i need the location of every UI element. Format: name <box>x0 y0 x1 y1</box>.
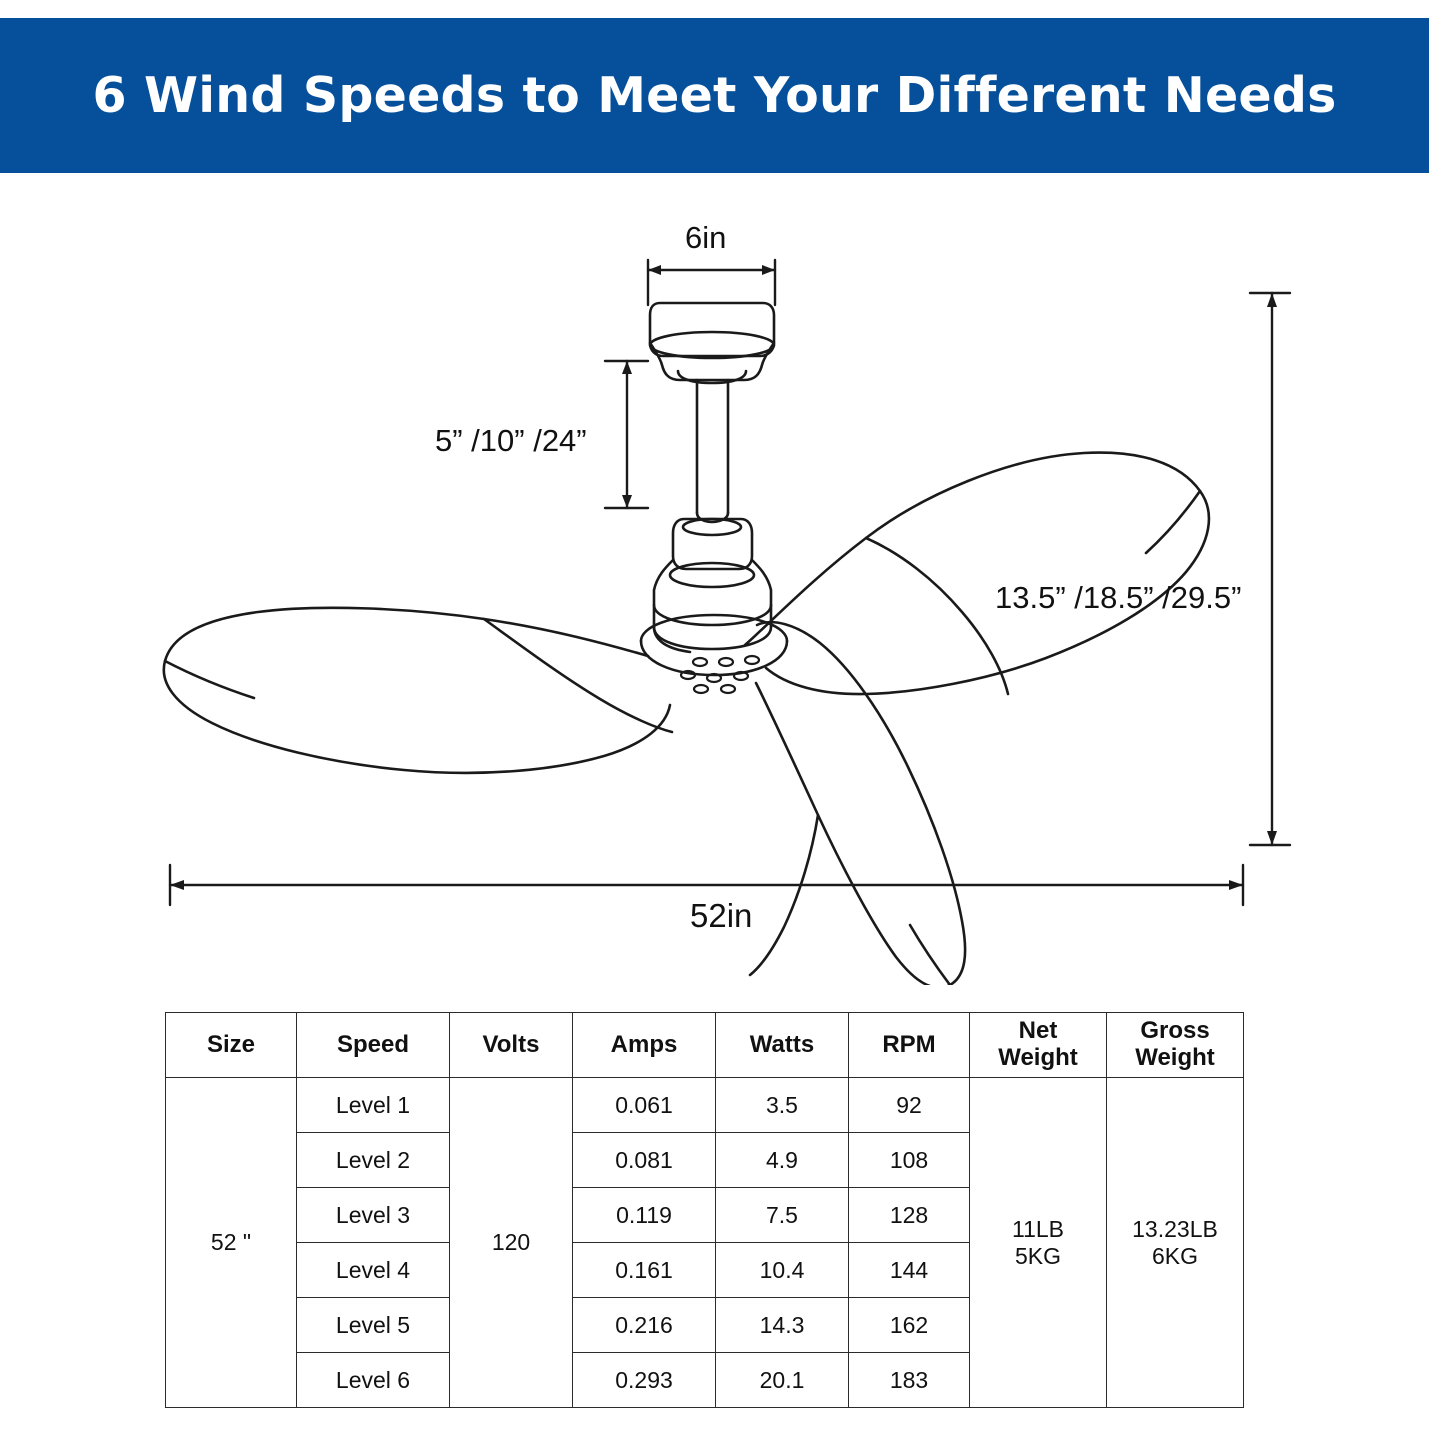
cell-amps: 0.161 <box>573 1243 716 1298</box>
fan-blade-lower-right <box>750 622 965 985</box>
table-header-row <box>166 1013 1244 1078</box>
header-net-weight-line1: Net <box>1018 1017 1058 1045</box>
fan-dimension-diagram <box>0 175 1429 985</box>
cell-amps: 0.293 <box>573 1353 716 1408</box>
cell-amps: 0.081 <box>573 1133 716 1188</box>
label-canopy-width: 6in <box>685 220 727 255</box>
cell-gross-weight <box>1107 1078 1244 1408</box>
header-rpm: RPM <box>849 1013 970 1078</box>
cell-volts: 120 <box>450 1078 573 1408</box>
fan-blade-left <box>164 608 672 773</box>
cell-speed: Level 5 <box>297 1298 450 1353</box>
header-watts: Watts <box>716 1013 849 1078</box>
cell-rpm: 183 <box>849 1353 970 1408</box>
cell-amps: 0.119 <box>573 1188 716 1243</box>
cell-amps: 0.216 <box>573 1298 716 1353</box>
header-net-weight <box>970 1013 1107 1078</box>
dimension-downrod-length <box>605 361 648 508</box>
cell-watts: 20.1 <box>716 1353 849 1408</box>
table-row <box>166 1078 1244 1133</box>
cell-watts: 4.9 <box>716 1133 849 1188</box>
page-title: 6 Wind Speeds to Meet Your Different Needs <box>92 67 1337 124</box>
header-volts: Volts <box>450 1013 573 1078</box>
cell-speed: Level 6 <box>297 1353 450 1408</box>
net-weight-kg: 5KG <box>1014 1242 1062 1269</box>
gross-weight-kg: 6KG <box>1151 1242 1199 1269</box>
cell-size: 52 " <box>166 1078 297 1408</box>
specifications-table-wrapper <box>165 1012 1235 1408</box>
fan-canopy <box>650 303 774 383</box>
header-amps: Amps <box>573 1013 716 1078</box>
gross-weight-lb: 13.23LB <box>1132 1215 1218 1242</box>
header-speed: Speed <box>297 1013 450 1078</box>
cell-speed: Level 1 <box>297 1078 450 1133</box>
label-downrod-length: 5” /10” /24” <box>435 423 587 458</box>
cell-speed: Level 3 <box>297 1188 450 1243</box>
cell-rpm: 92 <box>849 1078 970 1133</box>
net-weight-lb: 11LB <box>1011 1215 1064 1242</box>
header-size: Size <box>166 1013 297 1078</box>
cell-amps: 0.061 <box>573 1078 716 1133</box>
cell-rpm: 144 <box>849 1243 970 1298</box>
dimension-canopy-width <box>648 260 775 305</box>
cell-rpm: 162 <box>849 1298 970 1353</box>
cell-net-weight <box>970 1078 1107 1408</box>
label-blade-span: 52in <box>690 897 753 934</box>
label-total-height: 13.5” /18.5” /29.5” <box>995 580 1242 615</box>
header-net-weight-line2: Weight <box>998 1044 1078 1071</box>
cell-speed: Level 2 <box>297 1133 450 1188</box>
cell-watts: 10.4 <box>716 1243 849 1298</box>
header-gross-weight-line2: Weight <box>1135 1044 1215 1071</box>
fan-downrod <box>697 380 728 522</box>
cell-rpm: 108 <box>849 1133 970 1188</box>
fan-motor-housing <box>654 519 771 652</box>
dimension-total-height <box>1250 293 1290 845</box>
header-gross-weight <box>1107 1013 1244 1078</box>
cell-watts: 3.5 <box>716 1078 849 1133</box>
cell-speed: Level 4 <box>297 1243 450 1298</box>
cell-rpm: 128 <box>849 1188 970 1243</box>
cell-watts: 7.5 <box>716 1188 849 1243</box>
header-banner <box>0 18 1429 173</box>
fan-blade-upper-right <box>745 453 1209 694</box>
specifications-table <box>165 1012 1244 1408</box>
header-gross-weight-line1: Gross <box>1140 1017 1210 1045</box>
cell-watts: 14.3 <box>716 1298 849 1353</box>
